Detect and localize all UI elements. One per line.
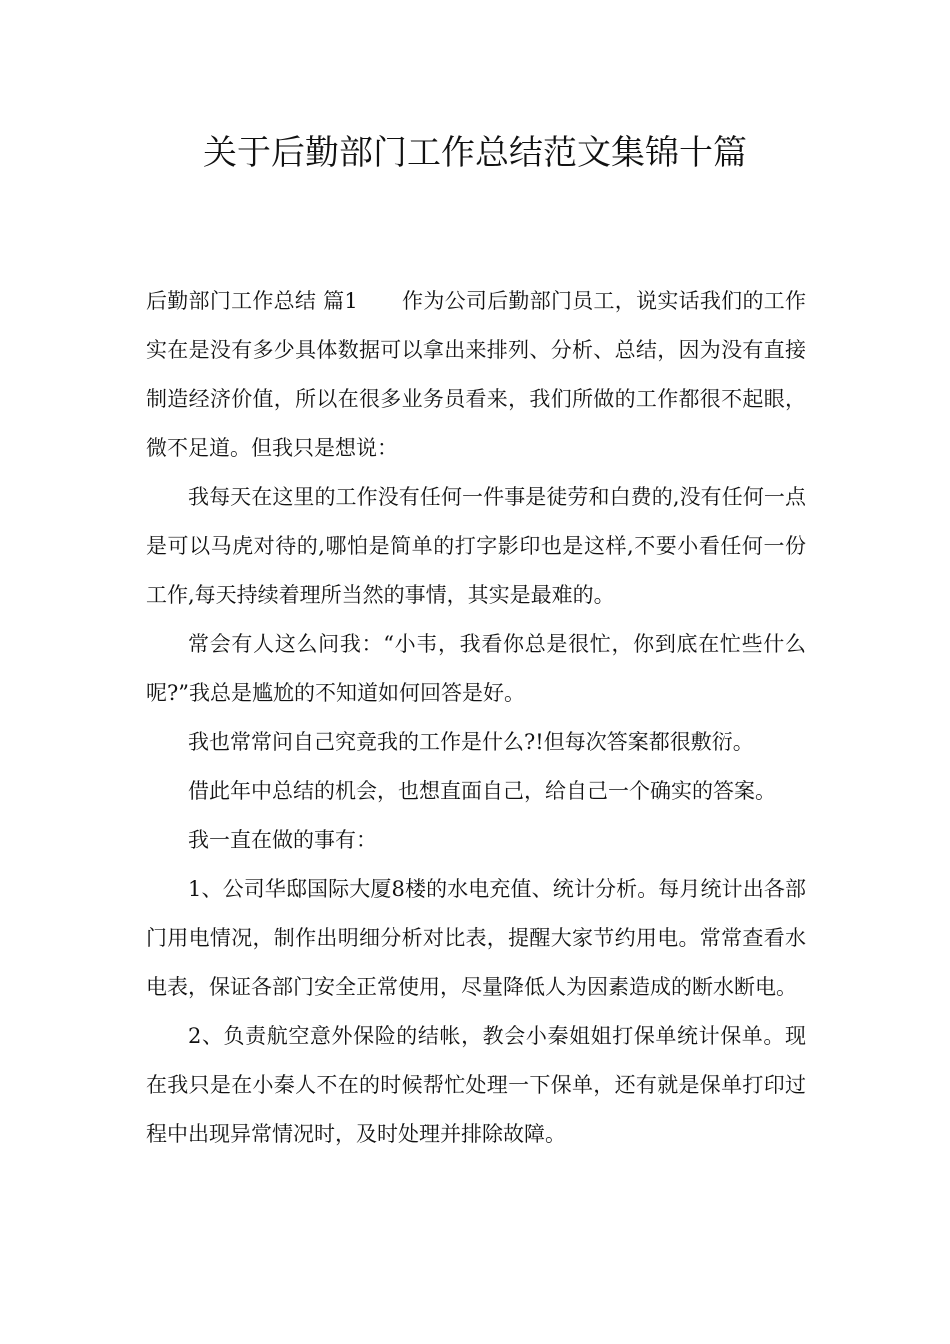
- paragraph-2: 我每天在这里的工作没有任何一件事是徒劳和白费的,没有任何一点是可以马虎对待的,哪怕是简单的打字影印也是这样,不要小看任何一份工作,每天持续着理所当然的事情，其实是最难的。: [146, 485, 806, 607]
- paragraph-5: 借此年中总结的机会，也想直面自己，给自己一个确实的答案。: [188, 779, 776, 803]
- document-title: 关于后勤部门工作总结范文集锦十篇: [203, 133, 747, 173]
- paragraph-7: 1、公司华邸国际大厦8楼的水电充值、统计分析。每月统计出各部门用电情况，制作出明细分析对比表，提醒大家节约用电。常常查看水电表，保证各部门安全正常使用，尽量降低人为因素造成的断水断电。: [146, 877, 806, 999]
- paragraph-1: [146, 277, 806, 473]
- paragraph-6: 我一直在做的事有：: [188, 828, 377, 852]
- paragraph-text: 作为公司后勤部门员工，说实话我们的工作实在是没有多少具体数据可以拿出来排列、分析、总结，因为没有直接制造经济价值，所以在很多业务员看来，我们所做的工作都很不起眼，微不足道。但我只是想说：: [146, 289, 806, 460]
- paragraph-4: 我也常常问自己究竟我的工作是什么?!但每次答案都很敷衍。: [188, 730, 754, 754]
- paragraph-3: 常会有人这么问我：“小韦，我看你总是很忙，你到底在忙些什么呢?”我总是尴尬的不知道如何回答是好。: [146, 632, 806, 705]
- section-heading: 后勤部门工作总结 篇1: [146, 289, 358, 313]
- paragraph-8: 2、负责航空意外保险的结帐，教会小秦姐姐打保单统计保单。现在我只是在小秦人不在的时候帮忙处理一下保单，还有就是保单打印过程中出现异常情况时，及时处理并排除故障。: [146, 1024, 806, 1146]
- document-body: [146, 277, 806, 1159]
